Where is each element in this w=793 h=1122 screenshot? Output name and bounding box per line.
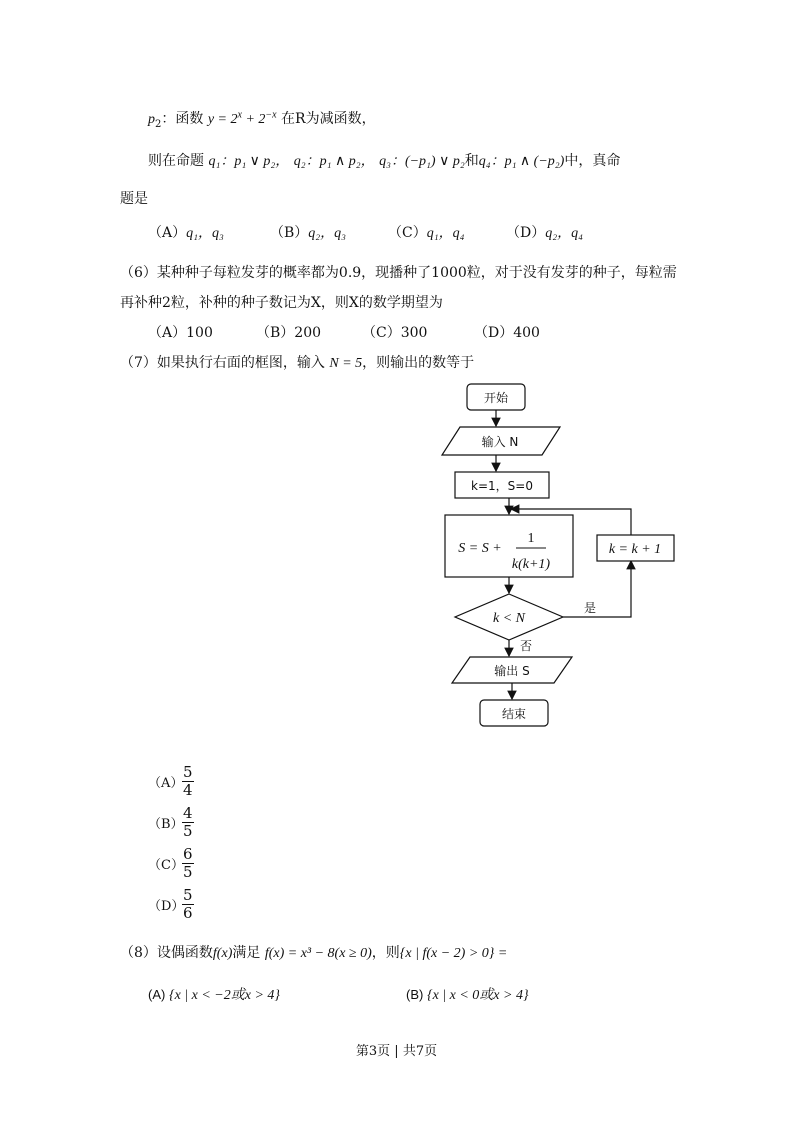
q8-option-a[interactable]: (A) {x | x < −2或x > 4}: [148, 987, 280, 1003]
q5-option-d[interactable]: （D）q₂，q₄: [506, 225, 583, 241]
q6-option-b[interactable]: （B）200: [256, 325, 322, 341]
q5-option-a[interactable]: （A）q₁，q₃: [148, 225, 224, 241]
q6-options: [148, 322, 568, 342]
flow-increment-text: k = k + 1: [608, 542, 662, 557]
q6-option-a[interactable]: （A）100: [148, 325, 213, 341]
flow-yes-label: 是: [583, 601, 597, 615]
flow-decision-text: k < N: [493, 611, 525, 626]
flow-no-label: 否: [519, 639, 533, 653]
propositions-line-2: 题是: [120, 191, 148, 207]
q7-option-a[interactable]: （A） $\frac{5}{4}$: [148, 763, 193, 799]
q5-option-b[interactable]: （B）q₂，q₃: [270, 225, 347, 241]
q7-question: （7）如果执行右面的框图，输入 N = 5，则输出的数等于: [120, 355, 475, 371]
q8-option-b[interactable]: (B) {x | x < 0或x > 4}: [406, 987, 529, 1003]
flow-assign-num: 1: [527, 531, 535, 546]
flow-output-text: 输出 S: [494, 664, 530, 678]
q5-option-c[interactable]: （C）q₁，q₄: [388, 225, 465, 241]
q8-question: （8）设偶函数f(x)满足 f(x) = x³ − 8(x ≥ 0)，则{x | f(x − 2) > 0} =: [120, 945, 508, 961]
flow-input-text: 输入 N: [481, 435, 519, 449]
flow-assign-left: S = S +: [458, 541, 502, 556]
flow-end-text: 结束: [501, 707, 527, 721]
q6-option-c[interactable]: （C）300: [362, 325, 428, 341]
q6-option-d[interactable]: （D）400: [474, 325, 540, 341]
q7-option-c[interactable]: （C） $\frac{6}{5}$: [148, 845, 193, 881]
propositions-line: 则在命题 q₁：p₁ ∨ p₂， q₂：p₁ ∧ p₂， q₃：(−p₁) ∨ p₂和q₄：p₁ ∧ (−p₂)中，真命: [148, 153, 621, 169]
q8-options: [148, 984, 608, 1004]
q5-options: [148, 222, 668, 242]
flow-init-text: k=1，S=0: [471, 479, 533, 493]
q7-option-d[interactable]: （D） $\frac{5}{6}$: [148, 886, 193, 922]
flow-assign-den: k(k+1): [511, 557, 551, 572]
q6-line-2: 再补种2粒，补种的种子数记为X，则X的数学期望为: [120, 295, 443, 311]
page-footer: 第3页 | 共7页: [355, 1044, 438, 1059]
flowchart: [430, 378, 690, 730]
flow-start-text: 开始: [483, 391, 509, 405]
p2-label: p: [148, 112, 155, 127]
p2-statement: $p_2$：函数 $y = 2^x + 2^{-x}$ 在R为减函数，: [148, 109, 376, 130]
q6-line-1: （6）某种种子每粒发芽的概率都为0.9，现播种了1000粒，对于没有发芽的种子，每粒需: [120, 265, 677, 281]
q7-option-b[interactable]: （B） $\frac{4}{5}$: [148, 804, 193, 840]
